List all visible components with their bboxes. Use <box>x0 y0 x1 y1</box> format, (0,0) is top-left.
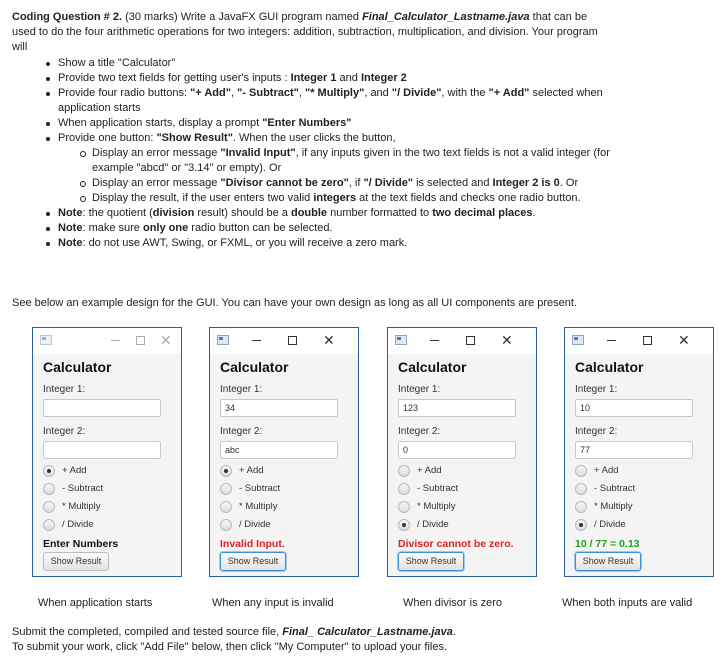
req-button-when: . When the user clicks the button, <box>232 132 396 144</box>
behaviour-invalid-post: , if any inputs given in the two text fields is not a valid integer (for example "abcd" or "3.14" or empty). Or <box>92 147 610 174</box>
minimize-icon[interactable] <box>252 340 261 341</box>
radio-multiply-circle[interactable] <box>43 501 55 513</box>
radio-add-label: + Add <box>62 465 87 476</box>
note2-label: Note <box>58 222 83 234</box>
app-icon <box>217 335 229 345</box>
behaviour-zero-pre: Display an error message <box>92 177 221 189</box>
status-message: Enter Numbers <box>43 538 119 550</box>
radio-multiply-label: * Multiply <box>594 501 633 512</box>
integer1-label: Integer 1: <box>575 384 618 395</box>
calculator-title: Calculator <box>43 359 112 375</box>
integer2-field[interactable]: 0 <box>398 441 516 459</box>
integer2-field[interactable]: abc <box>220 441 338 459</box>
behaviour-zero <box>92 176 612 191</box>
req-fields-integer1: Integer 1 <box>290 72 337 84</box>
req-radio-divide: "/ Divide" <box>391 87 442 99</box>
radio-subtract-label: - Subtract <box>594 483 636 494</box>
behaviour-result-integers: integers <box>313 192 357 204</box>
behaviour-zero-integer2: Integer 2 is 0 <box>492 177 560 189</box>
show-result-button[interactable]: Show Result <box>398 552 464 571</box>
show-result-button[interactable]: Show Result <box>43 552 109 571</box>
title-bar <box>210 328 358 354</box>
radio-add-circle[interactable] <box>220 465 232 477</box>
req-fields-and: and <box>336 72 361 84</box>
note1-mid: result) should be a <box>194 207 291 219</box>
behaviour-invalid-msg: "Invalid Input" <box>220 147 296 159</box>
req-radio-subtract: "- Subtract" <box>237 87 299 99</box>
note-radio <box>58 221 612 236</box>
calculator-title: Calculator <box>575 359 644 375</box>
submit-line1 <box>12 625 612 640</box>
radio-add[interactable] <box>575 465 705 479</box>
req-prompt-text: When application starts, display a prompt <box>58 117 263 129</box>
integer1-label: Integer 1: <box>220 384 263 395</box>
integer1-label: Integer 1: <box>43 384 86 395</box>
radio-subtract-label: - Subtract <box>62 483 104 494</box>
close-icon[interactable]: ✕ <box>323 332 335 348</box>
see-below-text: See below an example design for the GUI. You can have your own design as long as all UI components are present. <box>12 297 578 309</box>
note2-only-one: only one <box>142 222 189 234</box>
radio-subtract-label: - Subtract <box>239 483 281 494</box>
integer2-label: Integer 2: <box>43 426 86 437</box>
radio-add-circle[interactable] <box>398 465 410 477</box>
note1-post: . <box>532 207 536 219</box>
radio-subtract-label: - Subtract <box>417 483 459 494</box>
radio-divide-label: / Divide <box>417 519 449 530</box>
show-result-button[interactable]: Show Result <box>220 552 286 571</box>
radio-multiply-label: * Multiply <box>417 501 456 512</box>
integer1-field[interactable]: 10 <box>575 399 693 417</box>
behaviour-result-pre: Display the result, if the user enters two valid <box>92 192 314 204</box>
requirements-list <box>12 56 612 251</box>
calculator-window-start <box>32 327 182 577</box>
radio-divide-label: / Divide <box>239 519 271 530</box>
radio-divide-label: / Divide <box>594 519 626 530</box>
behaviour-zero-divide: "/ Divide" <box>363 177 414 189</box>
radio-subtract-circle[interactable] <box>398 483 410 495</box>
radio-divide-label: / Divide <box>62 519 94 530</box>
req-radio-sep2: , <box>298 87 305 99</box>
req-title-text: Show a title "Calculator" <box>58 57 176 69</box>
maximize-icon[interactable] <box>466 336 475 345</box>
calculator-title: Calculator <box>220 359 289 375</box>
req-radio-sep3: , and <box>364 87 392 99</box>
radio-subtract-circle[interactable] <box>575 483 587 495</box>
req-radio-add-default: "+ Add" <box>488 87 530 99</box>
integer2-field[interactable] <box>43 441 161 459</box>
radio-add[interactable] <box>43 465 173 479</box>
req-button-text: Provide one button: <box>58 132 157 144</box>
radio-divide[interactable] <box>398 519 528 533</box>
req-fields-text: Provide two text fields for getting user's inputs : <box>58 72 291 84</box>
submit-line1-text: Submit the completed, compiled and tested source file, <box>12 626 283 638</box>
note1-decimals: two decimal places <box>432 207 533 219</box>
req-radio-selected: selected when application starts <box>58 87 603 114</box>
question-filename: Final_Calculator_Lastname.java <box>362 11 530 23</box>
question-intro <box>12 10 602 55</box>
radio-divide-circle[interactable] <box>43 519 55 531</box>
note1-division: division <box>152 207 195 219</box>
note2-post: radio button can be selected. <box>188 222 333 234</box>
close-icon[interactable]: ✕ <box>501 332 513 348</box>
radio-multiply[interactable] <box>398 501 528 515</box>
radio-multiply[interactable] <box>43 501 173 515</box>
radio-subtract-circle[interactable] <box>220 483 232 495</box>
radio-add-label: + Add <box>239 465 264 476</box>
radio-subtract-circle[interactable] <box>43 483 55 495</box>
radio-multiply-circle[interactable] <box>220 501 232 513</box>
minimize-icon[interactable] <box>111 340 120 341</box>
note-frameworks <box>58 236 612 251</box>
behaviour-zero-post: . Or <box>559 177 579 189</box>
radio-multiply-circle[interactable] <box>575 501 587 513</box>
calculator-title: Calculator <box>398 359 467 375</box>
integer2-label: Integer 2: <box>398 426 441 437</box>
note1-double: double <box>290 207 328 219</box>
calculator-window-valid <box>564 327 714 577</box>
caption-valid: When both inputs are valid <box>562 597 693 609</box>
req-radio-sep1: , <box>230 87 238 99</box>
radio-divide-circle[interactable] <box>575 519 587 531</box>
app-icon <box>40 335 52 345</box>
maximize-icon[interactable] <box>136 336 145 345</box>
status-message: Invalid Input. <box>220 538 285 550</box>
question-description: that can be used to do the four arithmetic operations for two integers: addition, subtraction, multiplication, and division. Your program will <box>12 11 598 53</box>
behaviour-zero-msg: "Divisor cannot be zero" <box>220 177 349 189</box>
integer2-label: Integer 2: <box>575 426 618 437</box>
radio-add-label: + Add <box>594 465 619 476</box>
req-radio-buttons <box>58 86 612 116</box>
behaviour-invalid <box>92 146 612 176</box>
maximize-icon[interactable] <box>643 336 652 345</box>
radio-divide[interactable] <box>575 519 705 533</box>
calculator-window-invalid <box>209 327 359 577</box>
integer1-field[interactable]: 123 <box>398 399 516 417</box>
radio-add-circle[interactable] <box>43 465 55 477</box>
question-marks: (30 marks) Write a JavaFX GUI program named <box>122 11 363 23</box>
req-radio-with: , with the <box>441 87 489 99</box>
note3-text: : do not use AWT, Swing, or FXML, or you will receive a zero mark. <box>82 237 408 249</box>
req-text-fields <box>58 71 612 86</box>
caption-invalid: When any input is invalid <box>212 597 334 609</box>
radio-add-circle[interactable] <box>575 465 587 477</box>
radio-divide[interactable] <box>43 519 173 533</box>
radio-multiply-circle[interactable] <box>398 501 410 513</box>
question-heading: Coding Question # 2. <box>12 11 123 23</box>
req-title <box>58 56 612 71</box>
radio-subtract[interactable] <box>220 483 350 497</box>
submit-line1-end: . <box>452 626 456 638</box>
behaviour-result <box>92 191 612 206</box>
note-division <box>58 206 612 221</box>
radio-divide[interactable] <box>220 519 350 533</box>
behaviour-result-post: at the text fields and checks one radio button. <box>356 192 581 204</box>
integer1-field[interactable] <box>43 399 161 417</box>
submit-filename: Final_ Calculator_Lastname.java <box>282 626 453 638</box>
integer2-label: Integer 2: <box>220 426 263 437</box>
req-radio-text: Provide four radio buttons: <box>58 87 191 99</box>
integer2-field[interactable]: 77 <box>575 441 693 459</box>
close-icon[interactable]: ✕ <box>160 332 172 348</box>
submit-instructions <box>12 625 612 655</box>
radio-add-label: + Add <box>417 465 442 476</box>
caption-start: When application starts <box>38 597 153 609</box>
behaviour-zero-and: is selected and <box>413 177 493 189</box>
app-icon <box>395 335 407 345</box>
radio-divide-circle[interactable] <box>398 519 410 531</box>
radio-multiply[interactable] <box>575 501 705 515</box>
radio-add[interactable] <box>220 465 350 479</box>
show-result-button[interactable]: Show Result <box>575 552 641 571</box>
minimize-icon[interactable] <box>607 340 616 341</box>
radio-add[interactable] <box>398 465 528 479</box>
note1-mid2: number formatted to <box>327 207 433 219</box>
req-prompt-value: "Enter Numbers" <box>262 117 352 129</box>
behaviour-invalid-pre: Display an error message <box>92 147 221 159</box>
behaviour-zero-if: , if <box>348 177 364 189</box>
title-bar <box>388 328 536 354</box>
calculator-window-divisor-zero <box>387 327 537 577</box>
radio-multiply[interactable] <box>220 501 350 515</box>
radio-subtract[interactable] <box>398 483 528 497</box>
status-message: Divisor cannot be zero. <box>398 538 514 550</box>
req-button-label: "Show Result" <box>156 132 233 144</box>
radio-multiply-label: * Multiply <box>239 501 278 512</box>
radio-subtract[interactable] <box>575 483 705 497</box>
app-icon <box>572 335 584 345</box>
maximize-icon[interactable] <box>288 336 297 345</box>
note2-pre: : make sure <box>82 222 143 234</box>
minimize-icon[interactable] <box>430 340 439 341</box>
integer1-label: Integer 1: <box>398 384 441 395</box>
caption-divisor-zero: When divisor is zero <box>403 597 503 609</box>
note1-label: Note <box>58 207 83 219</box>
req-fields-integer2: Integer 2 <box>360 72 407 84</box>
req-radio-add: "+ Add" <box>190 87 231 99</box>
note3-label: Note <box>58 237 83 249</box>
radio-subtract[interactable] <box>43 483 173 497</box>
radio-divide-circle[interactable] <box>220 519 232 531</box>
button-behaviour-list <box>58 146 612 206</box>
radio-multiply-label: * Multiply <box>62 501 101 512</box>
submit-line2: To submit your work, click "Add File" below, then click "My Computer" to upload your files. <box>12 641 448 653</box>
note1-pre: : the quotient ( <box>82 207 153 219</box>
integer1-field[interactable]: 34 <box>220 399 338 417</box>
req-radio-multiply: "* Multiply" <box>305 87 365 99</box>
close-icon[interactable]: ✕ <box>678 332 690 348</box>
title-bar <box>33 328 181 354</box>
title-bar <box>565 328 713 354</box>
status-message: 10 / 77 = 0.13 <box>575 538 640 550</box>
req-prompt <box>58 116 612 131</box>
req-button <box>58 131 612 206</box>
